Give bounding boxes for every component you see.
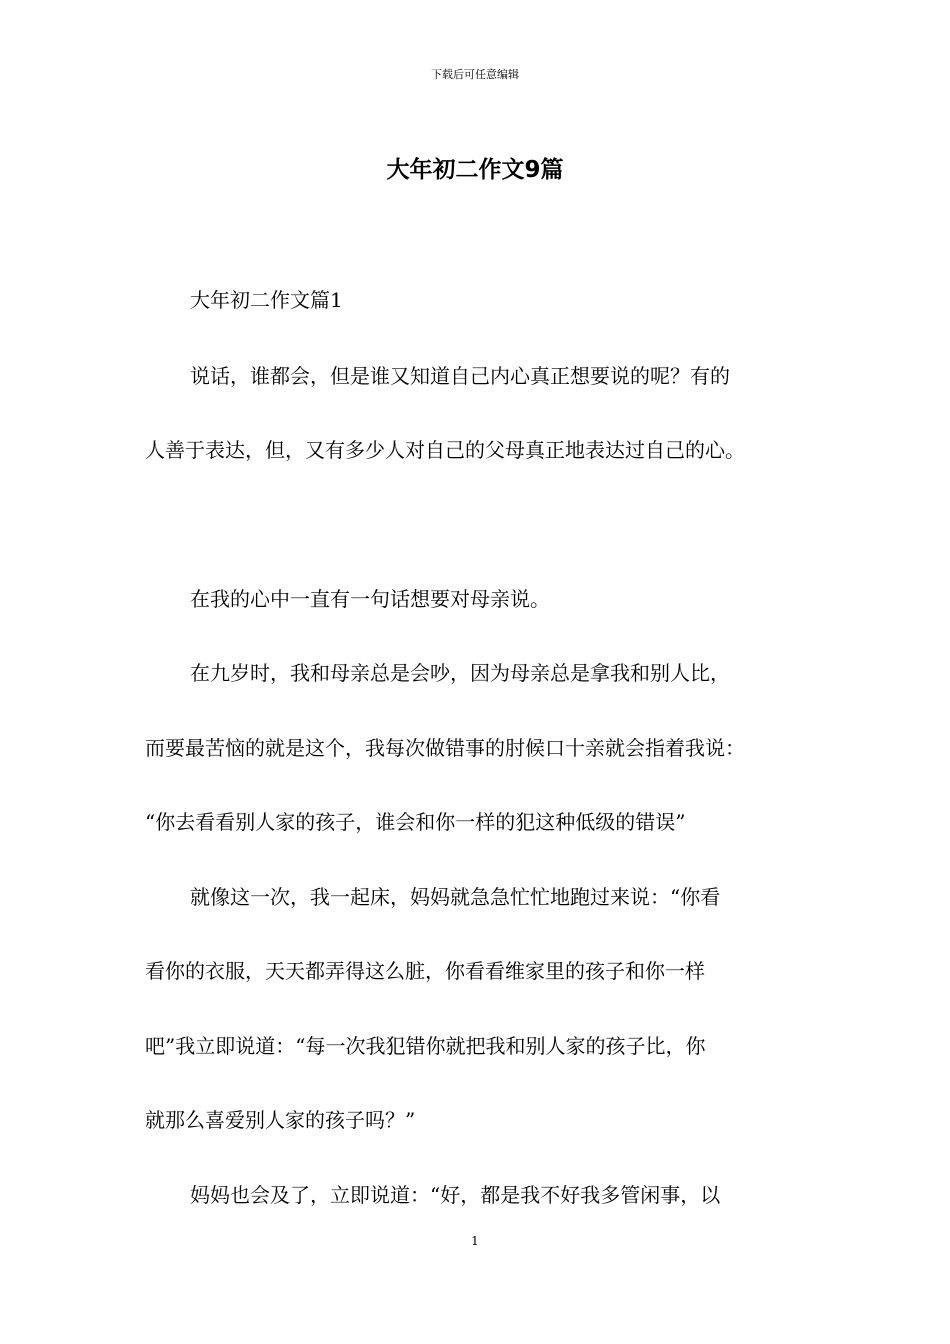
text-line: 而要最苦恼的就是这个，我每次做错事的肘候口十亲就会指着我说：: [145, 736, 745, 760]
text-line: 在九岁时，我和母亲总是会吵，因为母亲总是拿我和别人比，: [190, 661, 730, 685]
text-line: 就像这一次，我一起床，妈妈就急急忙忙地跑过来说：“你看: [190, 885, 721, 909]
text-line: 在我的心中一直有一句话想要对母亲说。: [190, 587, 550, 611]
document-title: 大年初二作文9篇: [386, 157, 564, 183]
text-line: 人善于表达，但，又有多少人对自己的父母真正地表达过自己的心。: [145, 438, 745, 462]
section-heading: 大年初二作文篇1: [190, 288, 343, 312]
text-line: “你去看看别人家的孩子，谁会和你一样的犯这种低级的错误”: [145, 810, 686, 834]
text-line: 说话，谁都会，但是谁又知道自己内心真正想要说的呢？有的: [190, 364, 730, 388]
text-line: 看你的衣服，天天都弄得这么脏，你看看维家里的孩子和你一样: [145, 959, 705, 983]
text-line: 就那么喜爱别人家的孩子吗？”: [145, 1108, 416, 1132]
header-note: 下载后可任意编辑: [431, 68, 519, 81]
page-number: 1: [471, 1234, 479, 1248]
text-line: 吧”我立即说道：“每一次我犯错你就把我和别人家的孩子比，你: [145, 1034, 706, 1058]
text-line: 妈妈也会及了，立即说道：“好，都是我不好我多管闲事，以: [190, 1183, 721, 1207]
